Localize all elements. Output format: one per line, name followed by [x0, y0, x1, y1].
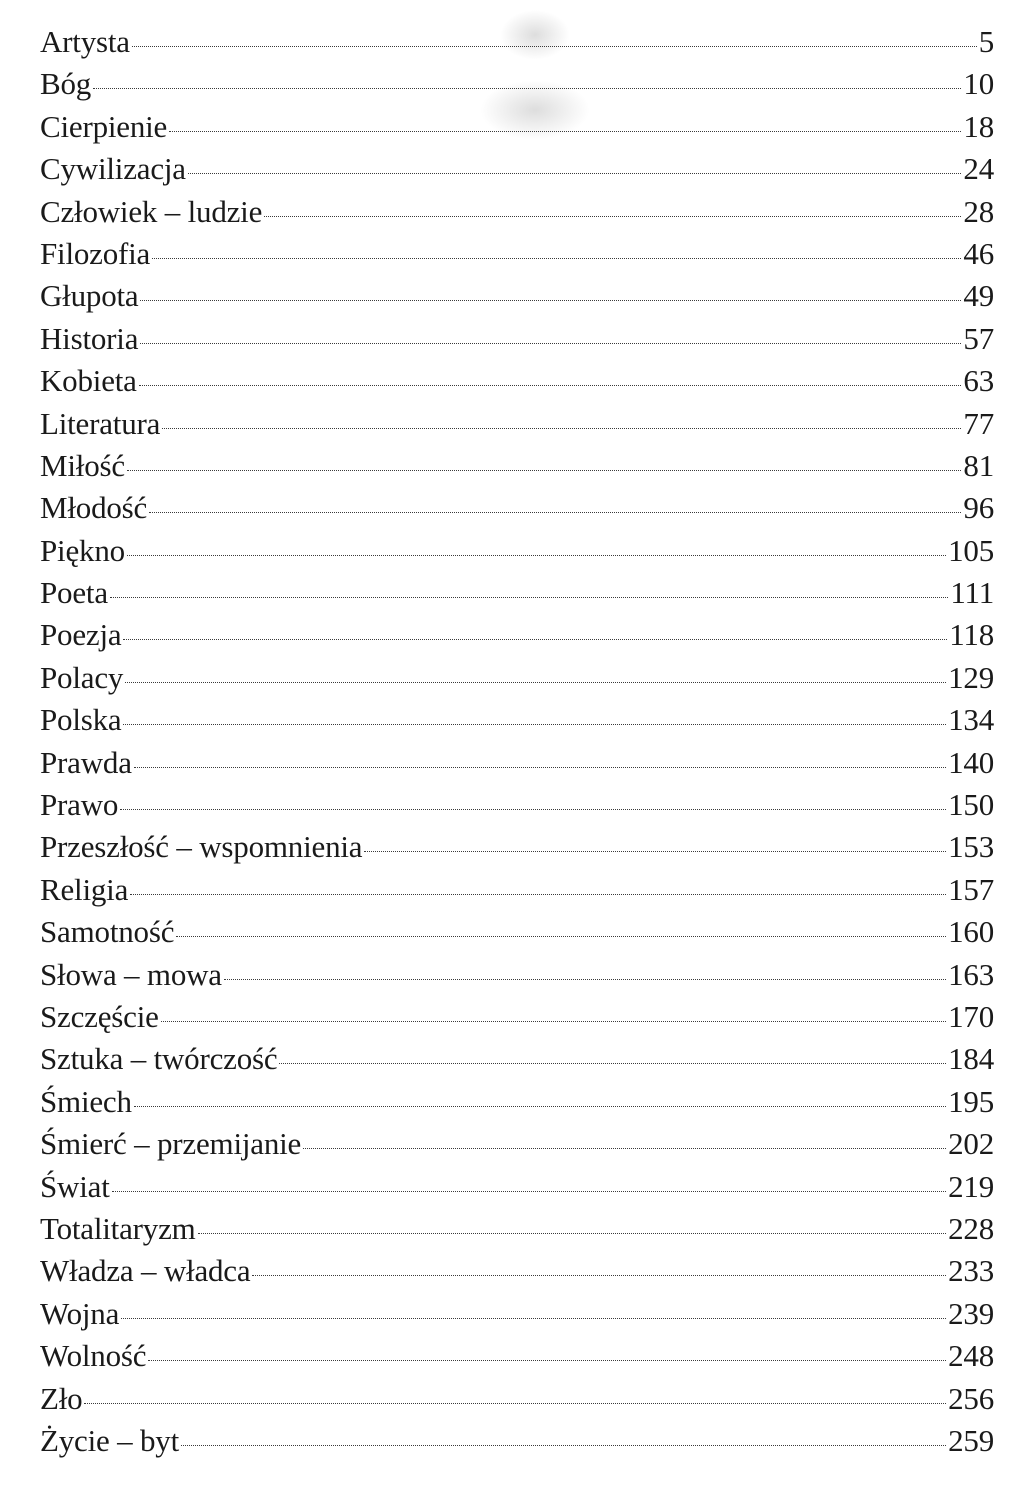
toc-entry[interactable]	[40, 869, 994, 911]
dot-leader	[224, 979, 946, 980]
dot-leader	[140, 343, 961, 344]
toc-entry-title: Religia	[40, 871, 129, 907]
dot-leader	[149, 512, 961, 513]
toc-entry-title: Młodość	[40, 490, 148, 526]
dot-leader	[188, 173, 962, 174]
toc-entry-title: Sztuka – twórczość	[40, 1041, 278, 1077]
toc-entry-title: Życie – byt	[40, 1422, 179, 1458]
dot-leader	[134, 1106, 946, 1107]
toc-entry-page-number: 170	[948, 998, 994, 1034]
toc-entry-title: Świat	[40, 1168, 110, 1204]
toc-entry-page-number: 49	[963, 278, 994, 314]
toc-entry-title: Wolność	[40, 1338, 147, 1374]
dot-leader	[134, 767, 946, 768]
toc-entry-page-number: 118	[949, 617, 994, 653]
toc-entry-page-number: 96	[963, 490, 994, 526]
dot-leader	[123, 724, 946, 725]
toc-entry[interactable]	[40, 1038, 994, 1080]
dot-leader	[132, 46, 977, 47]
toc-entry-page-number: 184	[948, 1041, 994, 1077]
toc-entry-page-number: 105	[948, 532, 994, 568]
toc-entry-page-number: 81	[963, 447, 994, 483]
toc-entry-page-number: 150	[948, 787, 994, 823]
toc-entry-title: Miłość	[40, 447, 125, 483]
toc-entry-page-number: 157	[948, 871, 994, 907]
dot-leader	[93, 88, 961, 89]
toc-entry[interactable]	[40, 657, 994, 699]
dot-leader	[176, 936, 946, 937]
toc-entry-title: Cierpienie	[40, 108, 168, 144]
toc-entry-page-number: 202	[948, 1126, 994, 1162]
toc-entry[interactable]	[40, 699, 994, 741]
dot-leader	[148, 1360, 946, 1361]
toc-entry[interactable]	[40, 1250, 994, 1292]
dot-leader	[264, 216, 961, 217]
toc-entry-title: Samotność	[40, 914, 175, 950]
dot-leader	[161, 1021, 946, 1022]
dot-leader	[112, 1191, 946, 1192]
toc-entry[interactable]	[40, 614, 994, 656]
toc-entry-page-number: 239	[948, 1295, 994, 1331]
toc-entry[interactable]	[40, 63, 994, 105]
dot-leader	[125, 682, 946, 683]
toc-entry[interactable]	[40, 530, 994, 572]
toc-entry-page-number: 57	[963, 320, 994, 356]
dot-leader	[123, 639, 947, 640]
toc-entry[interactable]	[40, 275, 994, 317]
toc-entry-page-number: 248	[948, 1338, 994, 1374]
toc-entry[interactable]	[40, 911, 994, 953]
toc-entry-title: Poezja	[40, 617, 122, 653]
toc-entry-title: Zło	[40, 1380, 83, 1416]
toc-entry-title: Polacy	[40, 659, 124, 695]
toc-entry-page-number: 160	[948, 914, 994, 950]
toc-entry-page-number: 28	[963, 193, 994, 229]
dot-leader	[364, 851, 946, 852]
toc-entry[interactable]	[40, 784, 994, 826]
dot-leader	[303, 1148, 946, 1149]
dot-leader	[130, 894, 946, 895]
toc-entry-title: Cywilizacja	[40, 151, 186, 187]
toc-entry[interactable]	[40, 1378, 994, 1420]
dot-leader	[198, 1233, 947, 1234]
toc-entry[interactable]	[40, 742, 994, 784]
toc-entry[interactable]	[40, 403, 994, 445]
toc-entry[interactable]	[40, 1081, 994, 1123]
toc-entry-title: Prawda	[40, 744, 132, 780]
toc-entry-title: Historia	[40, 320, 139, 356]
dot-leader	[127, 470, 961, 471]
table-of-contents	[40, 21, 994, 1462]
toc-entry-page-number: 163	[948, 956, 994, 992]
toc-entry[interactable]	[40, 1335, 994, 1377]
toc-entry[interactable]	[40, 445, 994, 487]
toc-entry-page-number: 256	[948, 1380, 994, 1416]
toc-entry-page-number: 111	[950, 575, 994, 611]
dot-leader	[162, 428, 961, 429]
toc-entry-title: Szczęście	[40, 998, 159, 1034]
toc-entry-page-number: 219	[948, 1168, 994, 1204]
dot-leader	[140, 300, 961, 301]
toc-entry[interactable]	[40, 1208, 994, 1250]
toc-entry-title: Kobieta	[40, 363, 137, 399]
toc-entry-title: Człowiek – ludzie	[40, 193, 263, 229]
toc-entry[interactable]	[40, 148, 994, 190]
toc-entry-title: Poeta	[40, 575, 108, 611]
toc-entry-title: Artysta	[40, 24, 130, 59]
toc-entry[interactable]	[40, 106, 994, 148]
dot-leader	[279, 1063, 946, 1064]
toc-entry-page-number: 153	[948, 829, 994, 865]
toc-entry-title: Wojna	[40, 1295, 120, 1331]
toc-entry[interactable]	[40, 191, 994, 233]
toc-entry-title: Totalitaryzm	[40, 1210, 196, 1246]
dot-leader	[84, 1403, 946, 1404]
toc-entry[interactable]	[40, 1123, 994, 1165]
toc-entry-page-number: 77	[963, 405, 994, 441]
dot-leader	[120, 809, 946, 810]
toc-entry[interactable]	[40, 996, 994, 1038]
toc-entry[interactable]	[40, 572, 994, 614]
toc-entry-page-number: 195	[948, 1083, 994, 1119]
toc-entry-page-number: 129	[948, 659, 994, 695]
dot-leader	[139, 385, 962, 386]
toc-entry-page-number: 46	[963, 235, 994, 271]
toc-entry-page-number: 134	[948, 702, 994, 738]
toc-entry[interactable]	[40, 318, 994, 360]
toc-entry-title: Śmiech	[40, 1083, 132, 1119]
toc-entry[interactable]	[40, 1293, 994, 1335]
toc-entry[interactable]	[40, 1166, 994, 1208]
toc-entry-title: Władza – władca	[40, 1253, 251, 1289]
dot-leader	[127, 555, 946, 556]
toc-entry[interactable]	[40, 487, 994, 529]
toc-entry-page-number: 63	[963, 363, 994, 399]
toc-entry-page-number: 18	[963, 108, 994, 144]
toc-entry[interactable]	[40, 233, 994, 275]
dot-leader	[169, 131, 961, 132]
toc-entry-title: Głupota	[40, 278, 139, 314]
toc-entry-page-number: 140	[948, 744, 994, 780]
toc-entry-page-number: 10	[963, 66, 994, 102]
toc-entry-page-number: 259	[948, 1422, 994, 1458]
toc-entry-title: Filozofia	[40, 235, 151, 271]
dot-leader	[252, 1275, 946, 1276]
toc-entry-title: Piękno	[40, 532, 125, 568]
toc-entry[interactable]	[40, 21, 994, 63]
dot-leader	[181, 1445, 946, 1446]
toc-entry-title: Literatura	[40, 405, 161, 441]
toc-entry-page-number: 233	[948, 1253, 994, 1289]
toc-entry-page-number: 24	[963, 151, 994, 187]
toc-entry-title: Bóg	[40, 66, 92, 102]
toc-entry-title: Słowa – mowa	[40, 956, 222, 992]
toc-entry[interactable]	[40, 360, 994, 402]
toc-entry-title: Śmierć – przemijanie	[40, 1126, 302, 1162]
toc-entry[interactable]	[40, 1420, 994, 1462]
dot-leader	[110, 597, 949, 598]
toc-entry[interactable]	[40, 826, 994, 868]
toc-entry[interactable]	[40, 954, 994, 996]
toc-entry-title: Prawo	[40, 787, 119, 823]
toc-entry-page-number: 5	[978, 24, 994, 59]
dot-leader	[121, 1318, 946, 1319]
toc-entry-page-number: 228	[948, 1210, 994, 1246]
dot-leader	[152, 258, 961, 259]
toc-entry-title: Przeszłość – wspomnienia	[40, 829, 363, 865]
toc-entry-title: Polska	[40, 702, 122, 738]
